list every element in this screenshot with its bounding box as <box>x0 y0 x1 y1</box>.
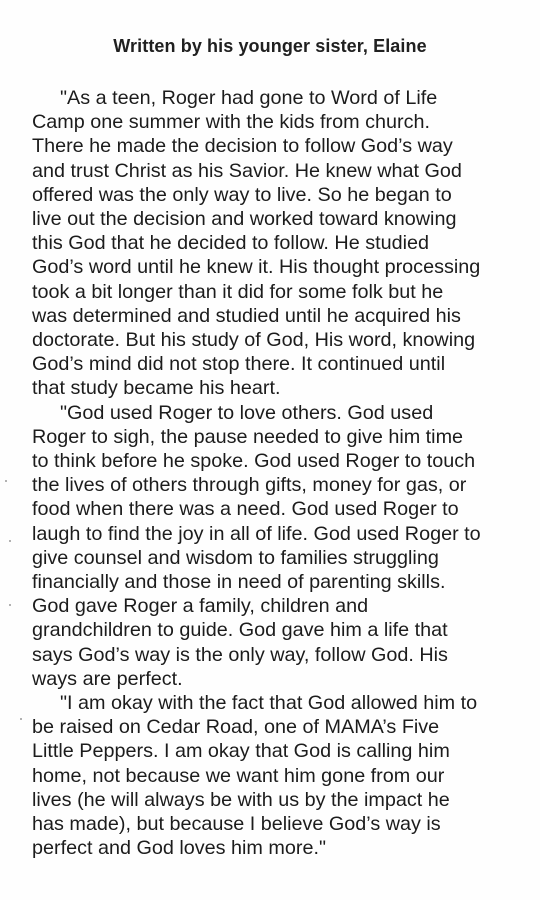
text-line: that study became his heart. <box>32 377 281 400</box>
text-line: offered was the only way to live. So he began to <box>32 183 452 206</box>
scan-speck <box>20 718 22 720</box>
text-line: Little Peppers. I am okay that God is calling him <box>32 740 450 763</box>
text-line: live out the decision and worked toward knowing <box>32 208 457 231</box>
scan-speck <box>9 540 11 542</box>
text-line: to think before he spoke. God used Roger to touch <box>32 450 476 473</box>
text-line: God’s word until he knew it. His thought processing <box>32 256 481 279</box>
text-line: food when there was a need. God used Roger to <box>32 498 459 521</box>
text-line: doctorate. But his study of God, His word, knowing <box>32 329 476 352</box>
text-line: God gave Roger a family, children and <box>32 595 369 618</box>
text-line: perfect and God loves him more." <box>32 837 326 860</box>
text-line: and trust Christ as his Savior. He knew what God <box>32 159 462 182</box>
text-line: has made), but because I believe God’s way is <box>32 813 441 836</box>
text-line: took a bit longer than it did for some folk but he <box>32 280 444 303</box>
document-body <box>32 86 522 861</box>
text-line: be raised on Cedar Road, one of MAMA’s Five <box>32 716 440 739</box>
text-line: "I am okay with the fact that God allowed him to <box>60 692 478 715</box>
paragraph-3 <box>32 691 522 860</box>
text-line: home, not because we want him gone from our <box>32 764 445 787</box>
text-line: Roger to sigh, the pause needed to give him time <box>32 425 464 448</box>
text-line: says God’s way is the only way, follow God. His <box>32 643 448 666</box>
text-line: this God that he decided to follow. He studied <box>32 232 429 255</box>
scan-speck <box>9 604 11 606</box>
text-line: the lives of others through gifts, money for gas, or <box>32 474 467 497</box>
text-line: There he made the decision to follow God’s way <box>32 135 453 158</box>
scan-speck <box>5 480 7 482</box>
text-line: grandchildren to guide. God gave him a life that <box>32 619 448 642</box>
paragraph-2 <box>32 401 522 691</box>
text-line: Camp one summer with the kids from church. <box>32 111 430 134</box>
text-line: financially and those in need of parenting skills. <box>32 571 446 594</box>
text-line: laugh to find the joy in all of life. God used Roger to <box>32 522 481 545</box>
text-line: "As a teen, Roger had gone to Word of Life <box>60 87 438 109</box>
text-line: lives (he will always be with us by the impact he <box>32 788 450 811</box>
text-line: was determined and studied until he acquired his <box>32 304 461 327</box>
text-line: God’s mind did not stop there. It continued until <box>32 353 446 376</box>
paragraph-1 <box>32 86 522 401</box>
text-line: give counsel and wisdom to families struggling <box>32 546 439 569</box>
text-line: ways are perfect. <box>32 667 183 690</box>
text-line: "God used Roger to love others. God used <box>60 401 434 424</box>
document-heading: Written by his younger sister, Elaine <box>113 36 427 56</box>
